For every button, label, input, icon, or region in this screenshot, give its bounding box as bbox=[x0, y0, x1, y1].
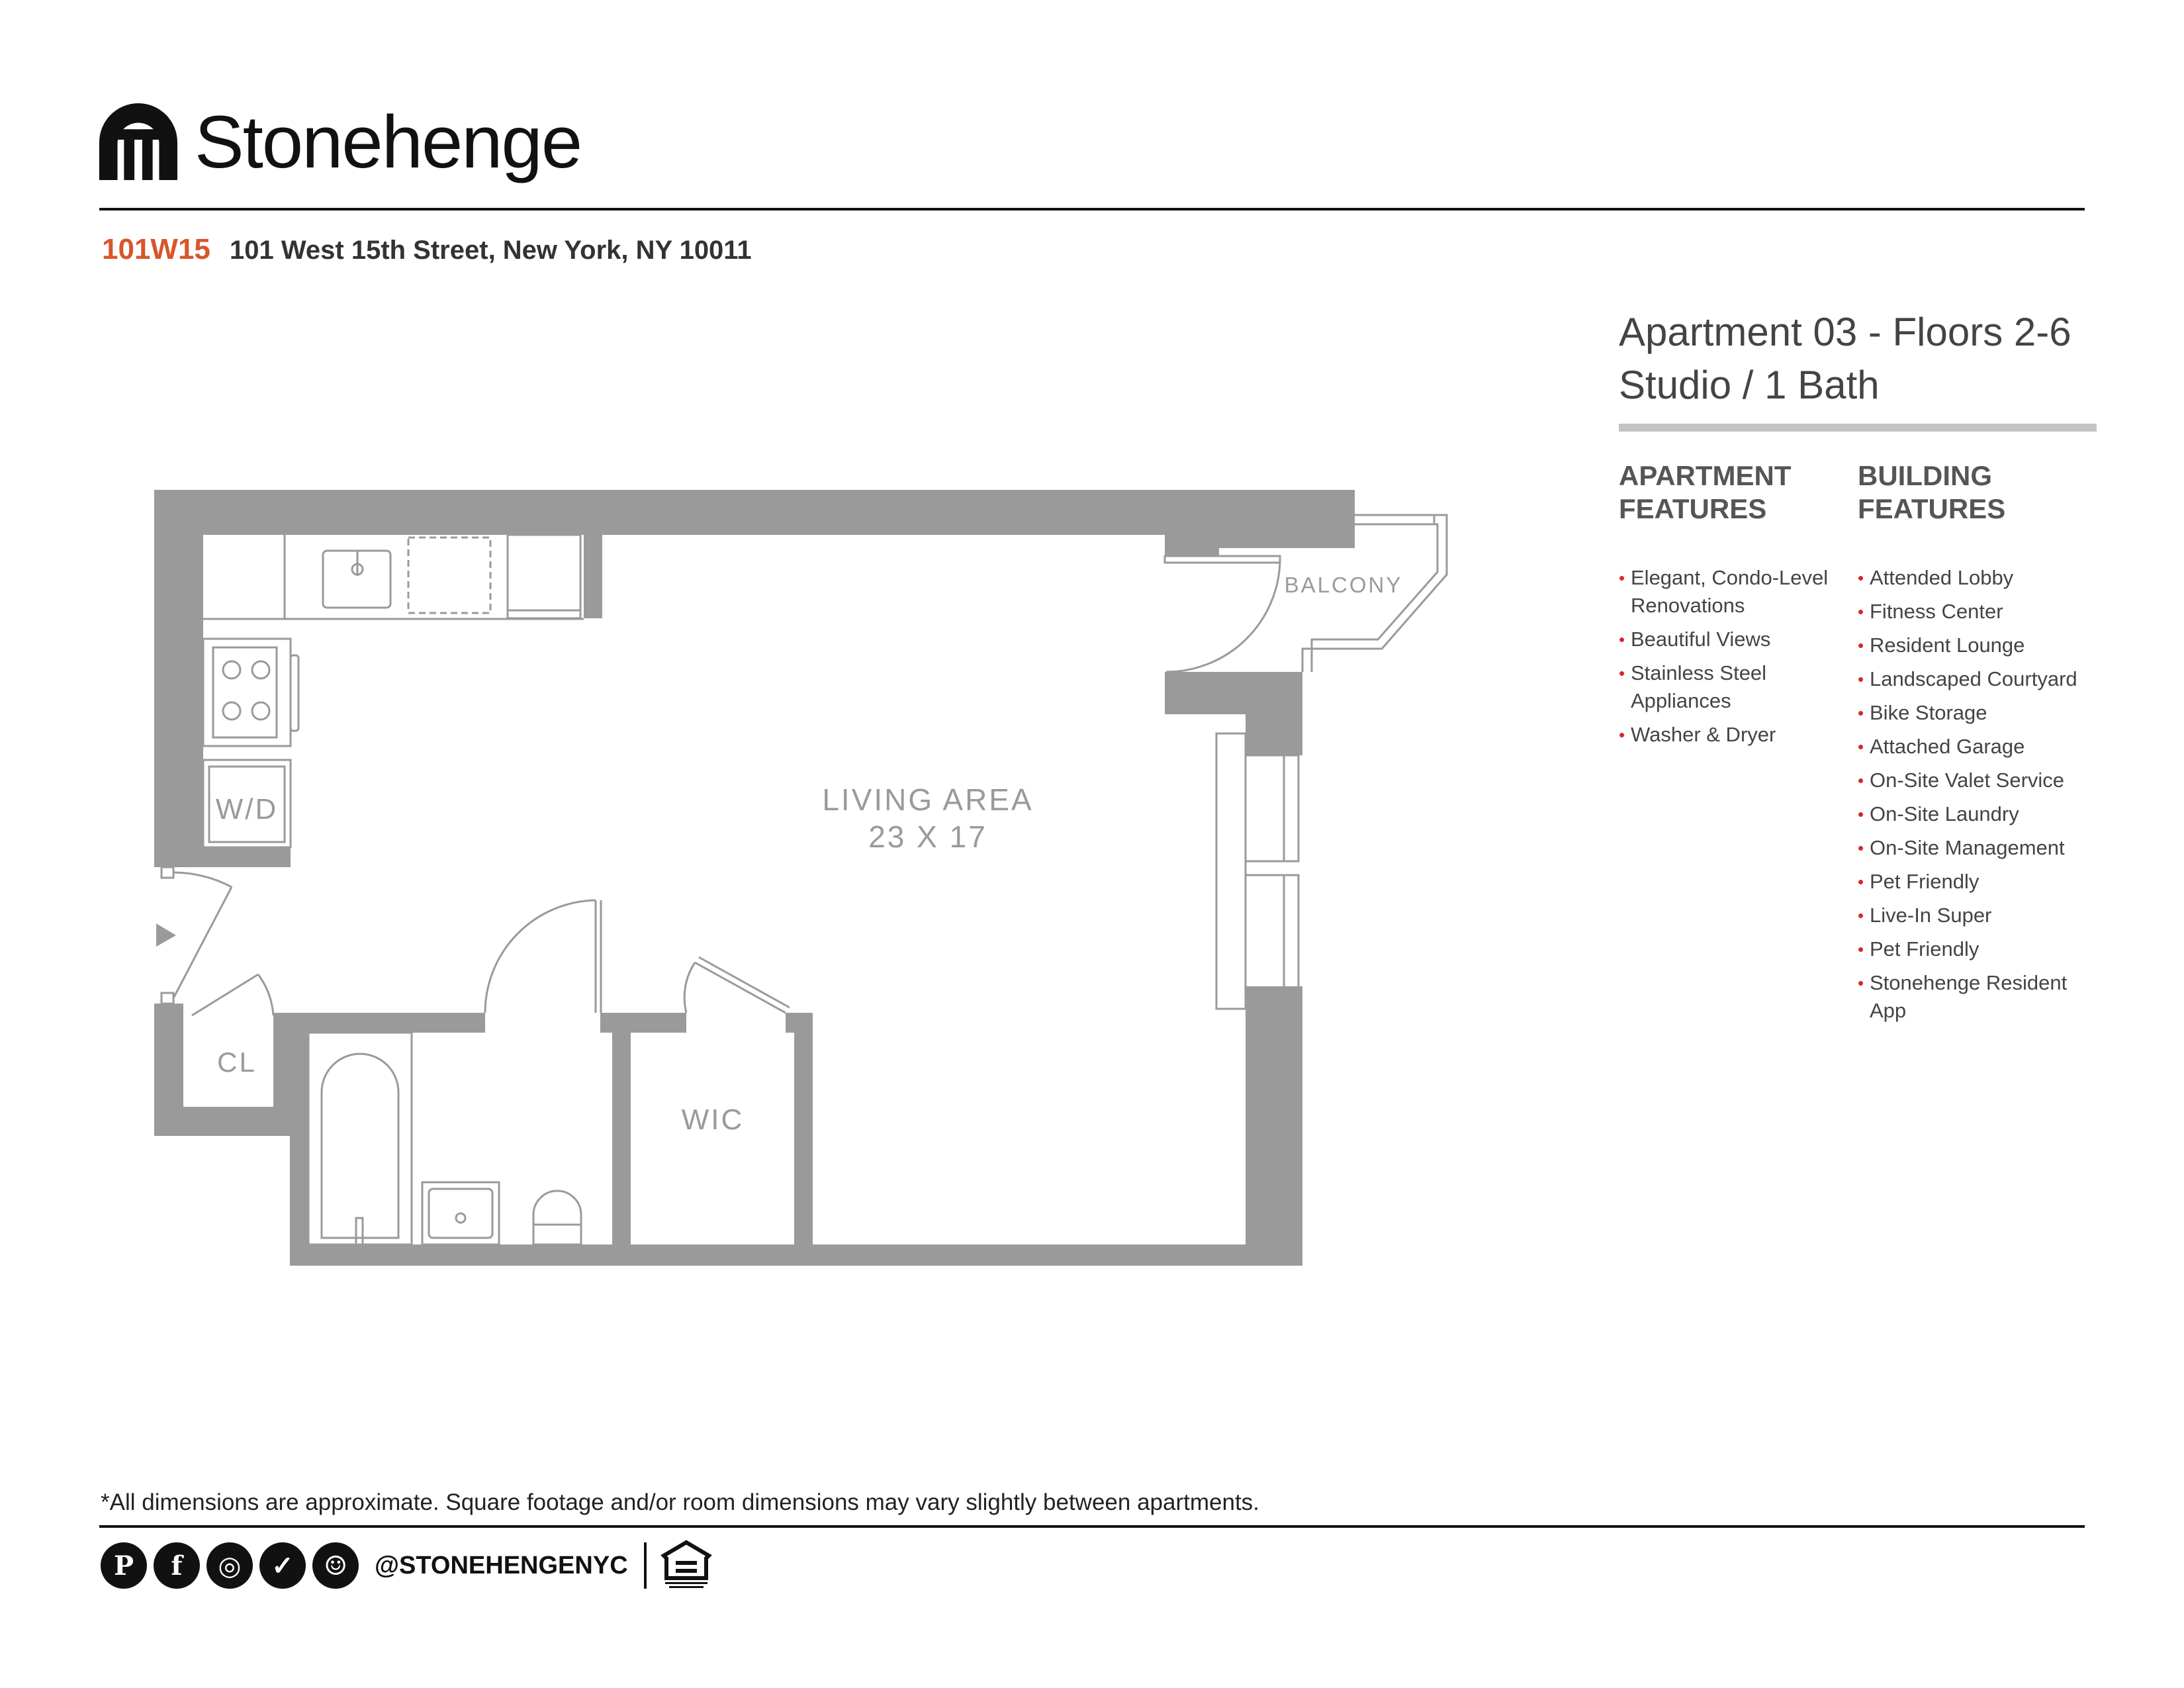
walls bbox=[154, 490, 1355, 1266]
apartment-heading bbox=[1619, 306, 2071, 412]
feature-item: • Elegant, Condo-Level Renovations bbox=[1619, 564, 1857, 620]
apartment-features-title bbox=[1619, 459, 1857, 526]
kitchen-counter bbox=[203, 535, 584, 619]
feature-item: • Resident Lounge bbox=[1858, 632, 2096, 659]
header-divider bbox=[99, 208, 2085, 211]
wd-label: W/D bbox=[215, 793, 279, 825]
social-links bbox=[101, 1540, 713, 1591]
closet-label: CL bbox=[217, 1047, 257, 1078]
building-features bbox=[1858, 459, 2096, 1031]
footer-vertical-divider bbox=[644, 1542, 647, 1589]
feature-item: • Stonehenge Resident App bbox=[1858, 969, 2096, 1025]
twitter-icon[interactable]: ✓ bbox=[259, 1542, 306, 1589]
apartment-heading-rule bbox=[1619, 424, 2097, 432]
closet-door bbox=[192, 974, 273, 1015]
living-area-dimensions: 23 X 17 bbox=[868, 820, 987, 854]
feature-item: • Attached Garage bbox=[1858, 733, 2096, 761]
apartment-features bbox=[1619, 459, 1857, 755]
pinterest-icon[interactable]: P bbox=[101, 1542, 147, 1589]
apartment-features-list bbox=[1619, 564, 1857, 749]
bathroom-sink bbox=[422, 1182, 499, 1244]
building-features-title bbox=[1858, 459, 2096, 526]
feature-item: • Stainless Steel Appliances bbox=[1619, 659, 1857, 715]
feature-item: • Live-In Super bbox=[1858, 902, 2096, 929]
toilet bbox=[533, 1191, 581, 1244]
feature-item: • Pet Friendly bbox=[1858, 868, 2096, 896]
brand-name: Stonehenge bbox=[195, 101, 582, 183]
snapchat-icon[interactable]: ☺ bbox=[312, 1542, 359, 1589]
feature-item: • Landscaped Courtyard bbox=[1858, 665, 2096, 693]
social-handle[interactable]: @STONEHENGENYC bbox=[375, 1551, 628, 1579]
feature-item: • Beautiful Views bbox=[1619, 626, 1857, 653]
brand-logo bbox=[99, 99, 581, 185]
feature-item: • On-Site Laundry bbox=[1858, 800, 2096, 828]
apartment-title: Apartment 03 - Floors 2-6 bbox=[1619, 310, 2071, 354]
apartment-features-title-line1: APARTMENT bbox=[1619, 460, 1792, 491]
feature-item: • On-Site Valet Service bbox=[1858, 767, 2096, 794]
feature-item: • Fitness Center bbox=[1858, 598, 2096, 626]
building-features-title-line1: BUILDING bbox=[1858, 460, 1992, 491]
property-address bbox=[102, 233, 752, 266]
street-address: 101 West 15th Street, New York, NY 10011 bbox=[230, 236, 752, 265]
wic-label: WIC bbox=[681, 1103, 745, 1136]
feature-item: • Attended Lobby bbox=[1858, 564, 2096, 592]
balcony-door bbox=[1165, 556, 1280, 672]
equal-housing-icon bbox=[660, 1540, 713, 1591]
apartment-subtitle: Studio / 1 Bath bbox=[1619, 363, 1880, 407]
floor-plan bbox=[146, 477, 1463, 1297]
building-features-title-line2: FEATURES bbox=[1858, 493, 2006, 524]
bathroom-door bbox=[485, 900, 601, 1013]
building-features-list bbox=[1858, 564, 2096, 1025]
feature-item: • On-Site Management bbox=[1858, 834, 2096, 862]
feature-item: • Bike Storage bbox=[1858, 699, 2096, 727]
stonehenge-logo-icon bbox=[99, 103, 177, 181]
feature-item: • Washer & Dryer bbox=[1619, 721, 1857, 749]
footer-divider bbox=[99, 1525, 2085, 1528]
entry-arrow-icon bbox=[156, 923, 176, 947]
wic-door bbox=[684, 957, 790, 1013]
feature-item: • Pet Friendly bbox=[1858, 935, 2096, 963]
living-area-label: LIVING AREA bbox=[822, 782, 1034, 817]
instagram-icon[interactable]: ◎ bbox=[206, 1542, 253, 1589]
property-code: 101W15 bbox=[102, 233, 210, 265]
bathtub bbox=[308, 1033, 412, 1244]
right-windows bbox=[1216, 733, 1298, 1009]
dimensions-disclaimer: *All dimensions are approximate. Square footage and/or room dimensions may vary slightly between apartments. bbox=[101, 1489, 1259, 1515]
stove bbox=[203, 639, 298, 746]
facebook-icon[interactable]: f bbox=[154, 1542, 200, 1589]
balcony-label: BALCONY bbox=[1284, 573, 1403, 597]
apartment-features-title-line2: FEATURES bbox=[1619, 493, 1767, 524]
